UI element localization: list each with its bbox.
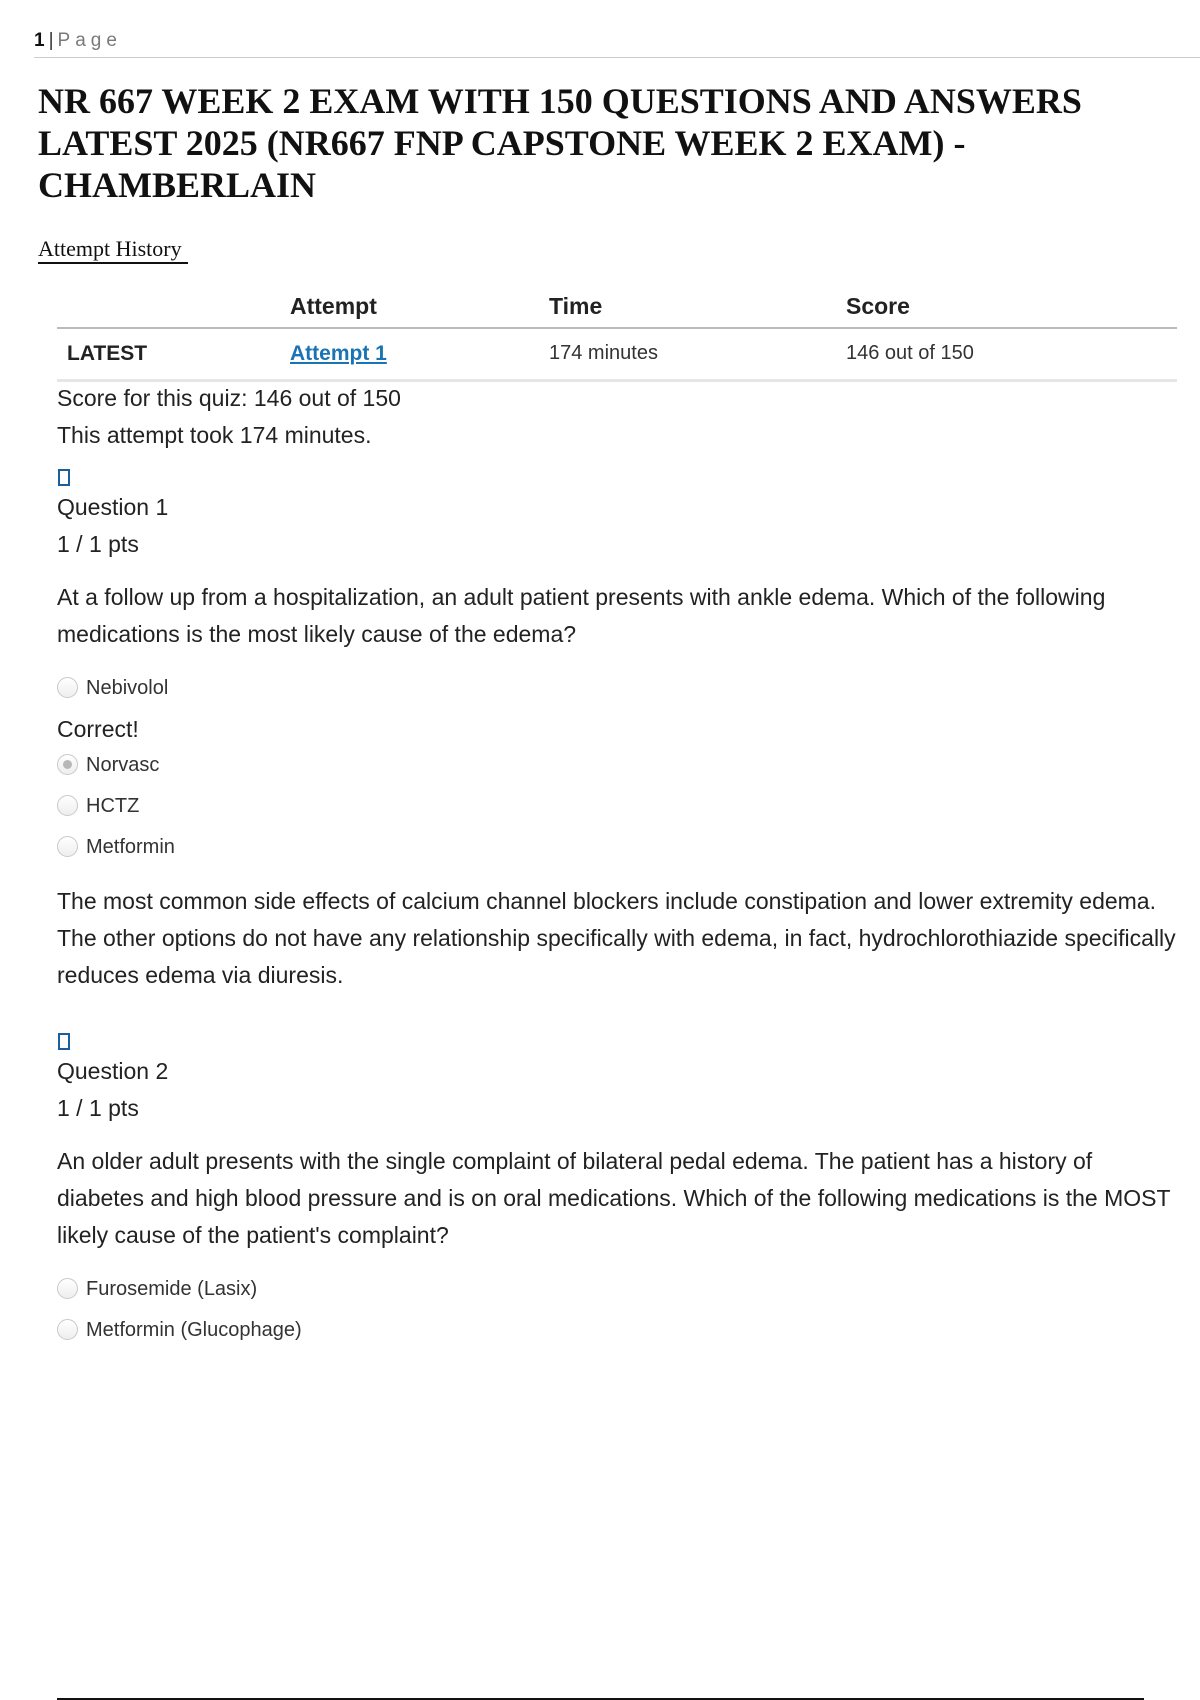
answer-option-selected[interactable]: [57, 750, 1177, 791]
correct-indicator: Correct!: [57, 716, 139, 742]
answer-label: Metformin (Glucophage): [86, 1319, 302, 1341]
page-word: Page: [57, 30, 122, 51]
question-2: [57, 1053, 1177, 1356]
document-title: NR 667 WEEK 2 EXAM WITH 150 QUESTIONS AND ANSWERS LATEST 2025 (NR667 FNP CAPSTONE WEEK 2 EXAM) - CHAMBERLAIN: [38, 81, 1082, 205]
answer-option[interactable]: [57, 832, 1177, 873]
answer-option[interactable]: [57, 1274, 1177, 1315]
radio-button-icon[interactable]: [57, 795, 78, 816]
answer-list: [57, 673, 1177, 873]
time-summary: This attempt took 174 minutes.: [57, 422, 372, 448]
flag-icon[interactable]: [58, 1033, 70, 1050]
question-label: Question 2: [57, 1058, 169, 1084]
answer-option[interactable]: [57, 791, 1177, 832]
answer-list: [57, 1274, 1177, 1356]
question-text: At a follow up from a hospitalization, an adult patient presents with ankle edema. Which of the following medications is the most likely cause of the edema?: [57, 584, 1106, 647]
question-label: Question 1: [57, 494, 169, 520]
attempt-history-table: [57, 286, 1177, 382]
table-row: [57, 328, 1177, 380]
column-header-attempt: Attempt: [290, 286, 549, 328]
column-header-time: Time: [549, 286, 846, 328]
column-header-blank: [57, 286, 290, 328]
question-points: 1 / 1 pts: [57, 1095, 139, 1121]
quiz-summary: [57, 380, 401, 454]
radio-button-icon[interactable]: [57, 1319, 78, 1340]
radio-button-icon[interactable]: [57, 1278, 78, 1299]
answer-label: Norvasc: [86, 754, 160, 776]
radio-button-icon[interactable]: [57, 754, 78, 775]
radio-button-icon[interactable]: [57, 677, 78, 698]
answer-label: Metformin: [86, 836, 175, 858]
answer-explanation: The most common side effects of calcium channel blockers include constipation and lower extremity edema. The other options do not have any relationship specifically with edema, in fact, hydrochlorothiazide specifically reduces edema via diuresis.: [57, 888, 1176, 988]
answer-label: Furosemide (Lasix): [86, 1278, 258, 1300]
time-cell: 174 minutes: [549, 328, 846, 380]
attempt-link[interactable]: Attempt 1: [290, 341, 387, 365]
answer-option[interactable]: [57, 673, 1177, 714]
question-points: 1 / 1 pts: [57, 531, 139, 557]
table-header-row: [57, 286, 1177, 328]
flag-icon[interactable]: [58, 469, 70, 486]
answer-label: HCTZ: [86, 795, 140, 817]
answer-option[interactable]: [57, 1315, 1177, 1356]
column-header-score: Score: [846, 286, 1177, 328]
score-cell: 146 out of 150: [846, 328, 1177, 380]
page-number: 1: [34, 30, 45, 51]
radio-button-icon[interactable]: [57, 836, 78, 857]
page-header: [34, 30, 1200, 58]
latest-label: LATEST: [57, 328, 290, 380]
score-summary: Score for this quiz: 146 out of 150: [57, 385, 401, 411]
attempt-cell: [290, 328, 549, 380]
question-1: [57, 489, 1177, 994]
attempt-history-heading: Attempt History: [38, 236, 188, 264]
answer-label: Nebivolol: [86, 677, 169, 699]
question-text: An older adult presents with the single complaint of bilateral pedal edema. The patient has a history of diabetes and high blood pressure and is on oral medications. Which of the following medications is the MOST likely cause of the patient's complaint?: [57, 1148, 1171, 1248]
page-separator: |: [48, 30, 54, 51]
